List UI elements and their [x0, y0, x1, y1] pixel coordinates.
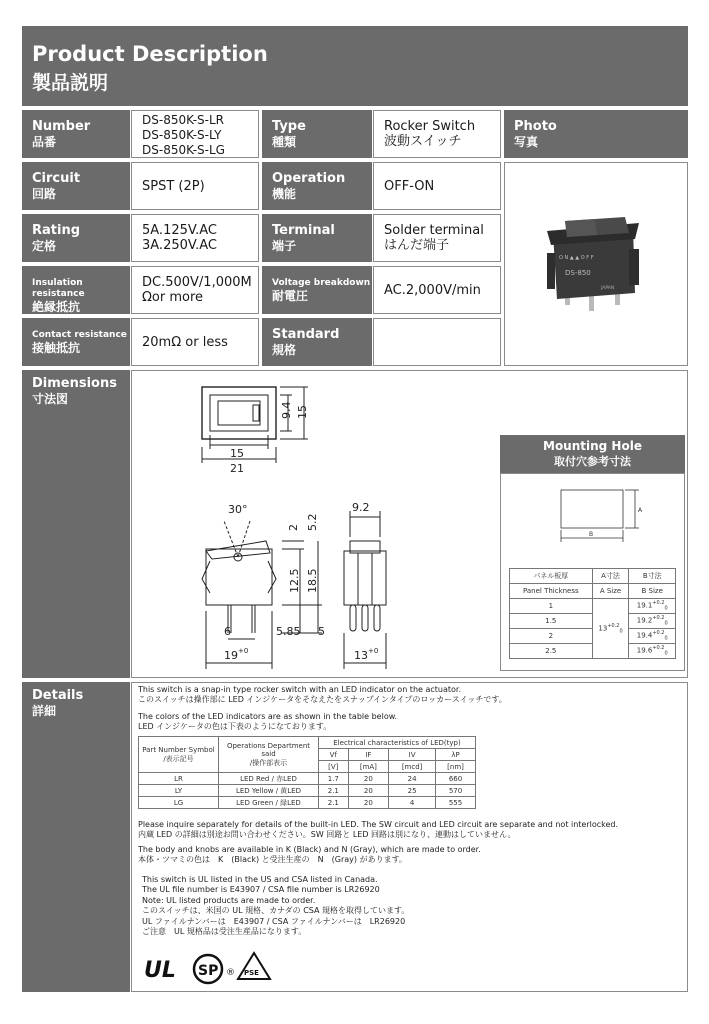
svg-text:9.2: 9.2 — [352, 501, 370, 514]
svg-text:+0: +0 — [238, 647, 249, 655]
svg-text:JAPAN: JAPAN — [601, 286, 615, 291]
mounting-hole-box — [500, 473, 685, 671]
type-label: Type 種類 — [262, 110, 372, 158]
contact-value: 20mΩ or less — [131, 318, 259, 366]
details-content — [131, 682, 688, 992]
rocker-switch-photo — [505, 163, 687, 365]
details-label: Details 詳細 — [22, 682, 130, 992]
photo-label: Photo 写真 — [504, 110, 688, 158]
svg-text:+0: +0 — [368, 647, 379, 655]
csa-mark-icon — [194, 955, 235, 983]
svg-text:®: ® — [226, 968, 235, 978]
terminal-label: Terminal 端子 — [262, 214, 372, 262]
svg-text:15: 15 — [230, 447, 244, 460]
rating-value: 5A.125V.AC 3A.250V.AC — [131, 214, 259, 262]
dimensions-label: Dimensions 寸法図 — [22, 370, 130, 678]
ul-mark-icon — [144, 958, 176, 983]
operation-label: Operation 機能 — [262, 162, 372, 210]
insulation-value: DC.500V/1,000M Ωor more — [131, 266, 259, 314]
details-p3: Please inquire separately for details of the built-in LED. The SW circuit and LED circuit are separate and not interlocked. 内蔵 LED の詳細は別途お問い合わせください。SW 回路と LED 回路は別になり、連動はしていません。 — [138, 820, 619, 840]
details-p4: The body and knobs are available in K (Black) and N (Gray), which are made to order. 本体・ツマミの色は K (Black) と受注生産の N (Gray) があります。 — [138, 845, 481, 865]
standard-value — [373, 318, 501, 366]
certification-marks — [140, 949, 300, 989]
details-p5: This switch is UL listed in the US and CSA listed in Canada. The UL file number is E43907 / CSA file number is LR26920 Note: UL listed products are made to order. このスイッチは、米国の UL 規格、カナダの CSA 規格を取得しています。 UL ファイルナンバーは E43907 / CSA ファイルナンバーは LR26920 ご注意 UL 規格品は受注生産品になります。 — [142, 875, 410, 936]
operation-value: OFF-ON — [373, 162, 501, 210]
led-row-lr: LR LED Red / 赤LED 1.7 20 24 660 — [139, 773, 476, 785]
mounting-hole-header: Mounting Hole 取付穴参考寸法 — [500, 435, 685, 473]
pse-mark-icon — [238, 953, 270, 979]
svg-text:UL: UL — [144, 958, 176, 983]
page-header — [22, 26, 688, 106]
svg-text:DS-850: DS-850 — [565, 269, 591, 277]
voltage-value: AC.2,000V/min — [373, 266, 501, 314]
svg-text:5.85: 5.85 — [276, 625, 301, 638]
terminal-value: Solder terminal はんだ端子 — [373, 214, 501, 262]
svg-text:18.5: 18.5 — [306, 568, 319, 593]
dimensions-drawing — [131, 370, 688, 678]
svg-text:19: 19 — [224, 649, 238, 662]
contact-label: Contact resistance 接触抵抗 — [22, 318, 130, 366]
svg-text:21: 21 — [230, 462, 244, 475]
svg-text:SP: SP — [198, 963, 219, 979]
number-value: DS-850K-S-LR DS-850K-S-LY DS-850K-S-LG — [131, 110, 259, 158]
svg-text:5: 5 — [318, 625, 325, 638]
svg-text:15: 15 — [296, 405, 309, 419]
rating-label: Rating 定格 — [22, 214, 130, 262]
details-p2: The colors of the LED indicators are as shown in the table below. LED インジケータの色は下表のようになております。 — [138, 712, 398, 732]
led-row-ly: LY LED Yellow / 黄LED 2.1 20 25 570 — [139, 785, 476, 797]
standard-label: Standard 規格 — [262, 318, 372, 366]
svg-text:9.4: 9.4 — [280, 401, 293, 419]
page-title: Product Description — [32, 42, 268, 66]
svg-text:A: A — [638, 507, 643, 514]
svg-text:12.5: 12.5 — [288, 568, 301, 593]
svg-text:30°: 30° — [228, 503, 248, 516]
voltage-label: Voltage breakdown 耐電圧 — [262, 266, 372, 314]
svg-text:B: B — [589, 531, 594, 538]
number-label: Number 品番 — [22, 110, 130, 158]
led-row-lg: LG LED Green / 緑LED 2.1 20 4 555 — [139, 797, 476, 809]
svg-text:2: 2 — [287, 524, 300, 531]
circuit-label: Circuit 回路 — [22, 162, 130, 210]
mounting-hole-table: パネル板厚 A寸法 B寸法 Panel Thickness A Size B Size 1 $13^{+0.2}_0$ $19.1^{+0.2}_0$ 1.5 $19.2^{+0.2}_0$ 2 $19.4^{+0.2}_0$ 2.5 $19.6^{+0.2}_0$ — [509, 568, 676, 659]
circuit-value: SPST (2P) — [131, 162, 259, 210]
type-value: Rocker Switch 波動スイッチ — [373, 110, 501, 158]
led-table: Part Number Symbol /表示記号 Operations Department said /操作部表示 Electrical characteristics of LED(typ) Vf IF IV λP [V] [mA] [mcd] [nm] LR LED Red / 赤LED 1.7 20 24 660 LY LED Yellow / 黄LED 2.1 20 25 570 LG LED Green / 緑LED 2.1 20 4 555 — [138, 736, 476, 809]
details-p1: This switch is a snap-in type rocker switch with an LED indicator on the actuator. このスイッチは操作部に LED インジケータをそなえたをスナップインタイプのロッカースイッチです。 — [138, 685, 507, 705]
svg-text:6: 6 — [224, 625, 231, 638]
svg-text:5.2: 5.2 — [306, 513, 319, 531]
product-photo — [504, 162, 688, 366]
mounting-hole-diagram — [501, 474, 684, 564]
svg-text:O N ▲ ▲ O F F: O N ▲ ▲ O F F — [559, 255, 594, 261]
svg-text:13: 13 — [354, 649, 368, 662]
page-title-jp: 製品説明 — [32, 72, 109, 94]
svg-text:PSE: PSE — [244, 969, 259, 977]
insulation-label: Insulation resistance 絶縁抵抗 — [22, 266, 130, 314]
